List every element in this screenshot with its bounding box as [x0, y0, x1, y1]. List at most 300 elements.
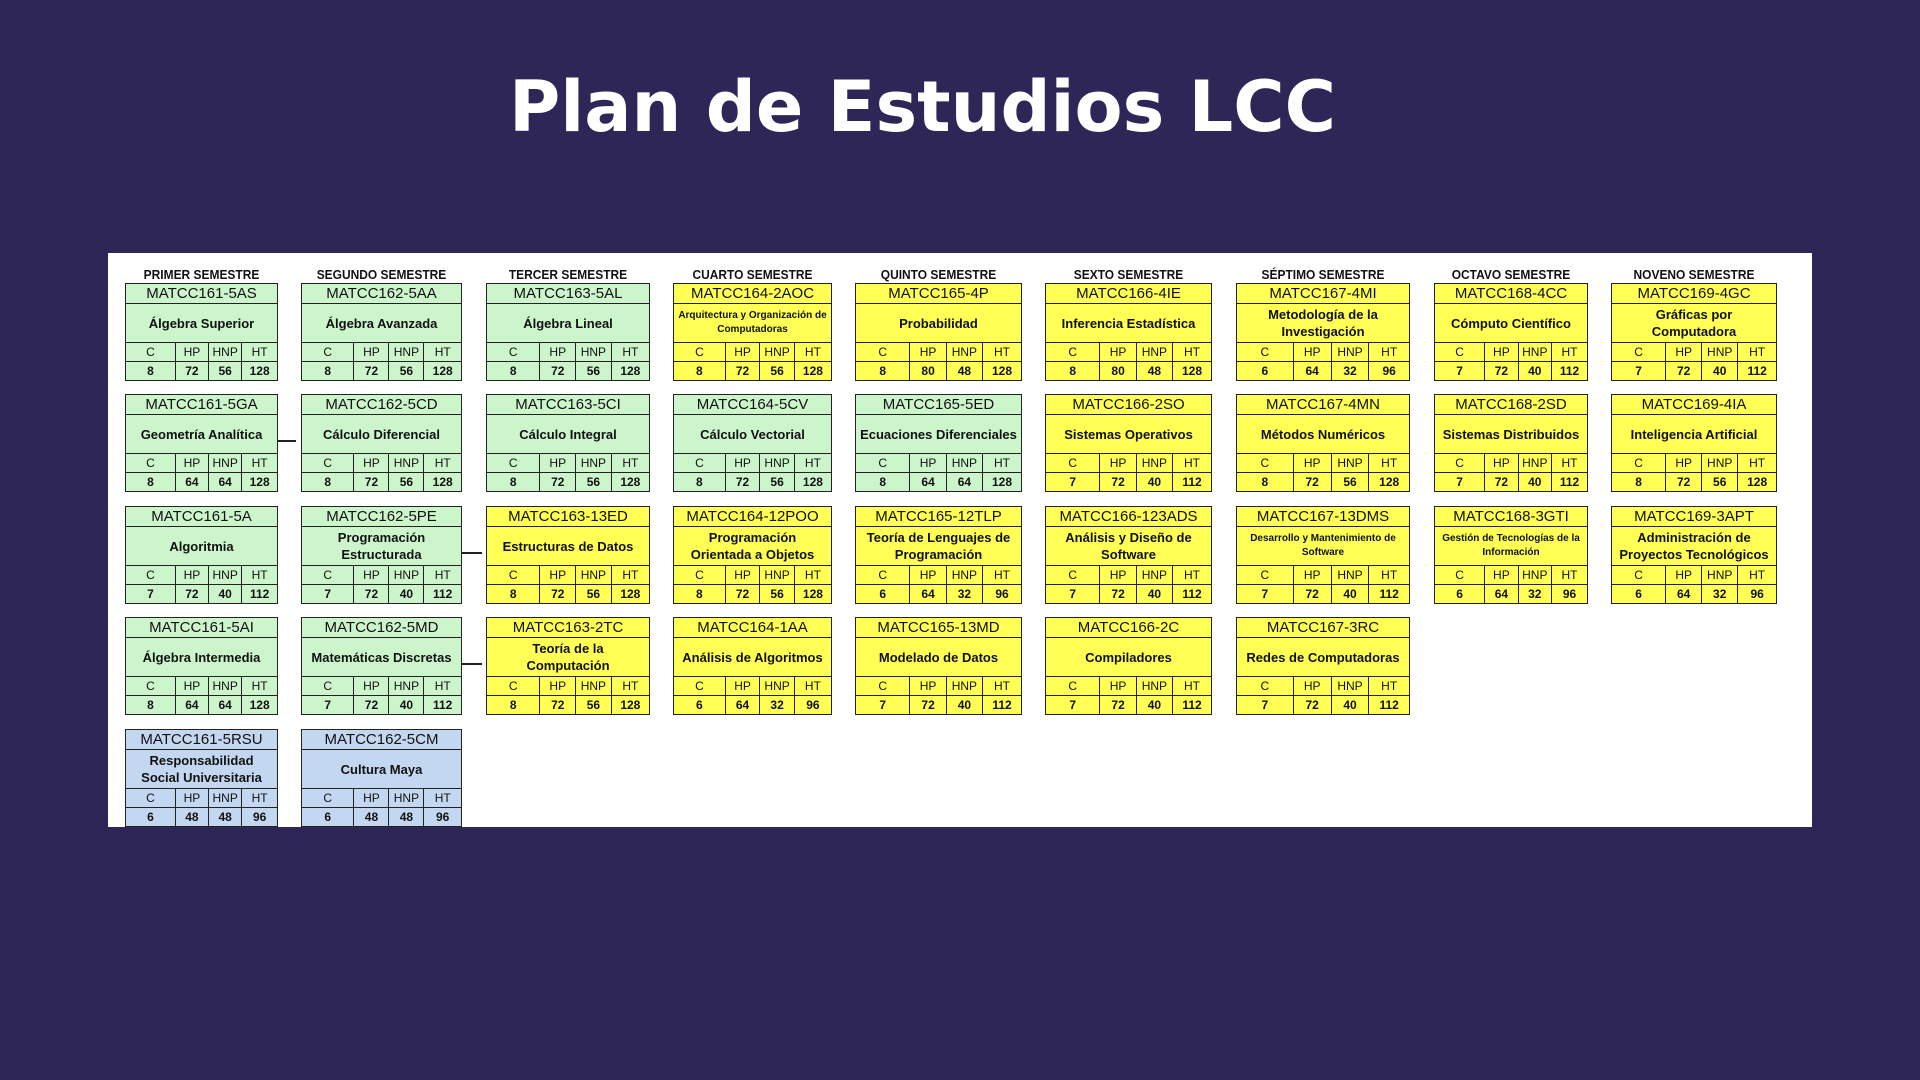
course-name: Teoría de Lenguajes de Programación [856, 527, 1021, 566]
hours-value: 112 [992, 698, 1012, 712]
course-code: MATCC165-13MD [856, 618, 1021, 638]
hours-header-row [487, 454, 649, 472]
hours-value: 128 [249, 475, 270, 489]
hours-values-row [302, 695, 461, 714]
hours-value: 64 [176, 696, 209, 714]
hours-column-label: C [856, 454, 910, 472]
hours-value: 72 [354, 473, 389, 491]
course-card [1045, 506, 1212, 604]
hours-header-row [1237, 677, 1409, 695]
hours-column-label: HNP [947, 677, 983, 695]
hours-column-label: C [674, 566, 726, 584]
hours-value: 40 [1137, 696, 1173, 714]
hours-column-label: HP [726, 566, 761, 584]
course-card [301, 283, 462, 381]
hours-values-row [487, 584, 649, 603]
hours-value: 72 [540, 696, 576, 714]
hours-value: 56 [576, 585, 612, 603]
hours-value: 56 [209, 362, 242, 380]
hours-value: 6 [856, 585, 910, 603]
hours-column-label: HP [354, 343, 389, 361]
hours-value: 64 [910, 585, 946, 603]
hours-value: 64 [1485, 585, 1518, 603]
course-code: MATCC169-4IA [1612, 395, 1776, 415]
hours-column-label: C [674, 677, 726, 695]
hours-values-row [1435, 584, 1587, 603]
hours-column-label: HT [1184, 679, 1200, 693]
hours-value: 96 [1562, 587, 1577, 601]
hours-column-label: C [1046, 677, 1100, 695]
hours-values-row [1612, 584, 1776, 603]
course-name: Compiladores [1046, 638, 1211, 677]
hours-value: 112 [1182, 475, 1202, 489]
course-card [125, 617, 278, 715]
hours-column-label: HP [1100, 677, 1136, 695]
hours-value: 128 [1379, 475, 1400, 489]
hours-value: 56 [1702, 473, 1738, 491]
hours-value: 56 [1332, 473, 1370, 491]
course-name: Metodología de la Investigación [1237, 304, 1409, 343]
hours-value: 7 [302, 585, 354, 603]
course-name: Algoritmia [126, 527, 277, 566]
hours-value: 128 [1181, 364, 1203, 378]
hours-column-label: HP [1485, 454, 1518, 472]
hours-value: 72 [726, 362, 761, 380]
hours-column-label: HT [994, 679, 1010, 693]
hours-value: 8 [674, 362, 726, 380]
hours-column-label: HP [540, 454, 576, 472]
hours-value: 7 [1435, 362, 1485, 380]
hours-header-row [1612, 566, 1776, 584]
hours-header-row [1046, 566, 1211, 584]
hours-values-row [674, 472, 831, 491]
hours-value: 7 [1046, 585, 1100, 603]
hours-header-row [1046, 454, 1211, 472]
hours-header-row [487, 566, 649, 584]
course-card [855, 617, 1022, 715]
course-name: Álgebra Lineal [487, 304, 649, 343]
course-name: Análisis de Algoritmos [674, 638, 831, 677]
course-name: Álgebra Superior [126, 304, 277, 343]
hours-value: 128 [249, 698, 270, 712]
hours-values-row [1046, 695, 1211, 714]
hours-value: 112 [249, 587, 270, 601]
hours-column-label: HNP [209, 789, 242, 807]
hours-value: 8 [487, 473, 540, 491]
hours-column-label: HP [176, 343, 209, 361]
hours-column-label: HT [434, 568, 451, 582]
hours-header-row [1435, 343, 1587, 361]
course-code: MATCC168-3GTI [1435, 507, 1587, 527]
hours-column-label: HP [1100, 343, 1136, 361]
hours-column-label: HNP [1702, 343, 1738, 361]
hours-column-label: HT [1749, 456, 1766, 470]
semester-header: SEXTO SEMESTRE [1073, 267, 1184, 282]
hours-column-label: HNP [1702, 566, 1738, 584]
hours-value: 48 [176, 808, 209, 826]
hours-header-row [1237, 343, 1409, 361]
hours-value: 6 [674, 696, 726, 714]
hours-value: 128 [802, 364, 823, 378]
hours-values-row [1046, 584, 1211, 603]
hours-column-label: HT [251, 679, 268, 693]
hours-value: 128 [802, 587, 823, 601]
hours-value: 8 [856, 362, 910, 380]
hours-value: 56 [576, 362, 612, 380]
hours-column-label: HNP [760, 566, 795, 584]
hours-value: 56 [760, 362, 795, 380]
hours-column-label: C [1237, 454, 1294, 472]
hours-column-label: HT [251, 568, 268, 582]
hours-header-row [302, 454, 461, 472]
hours-value: 72 [726, 473, 761, 491]
hours-column-label: HT [1184, 456, 1200, 470]
hours-column-label: C [1237, 677, 1294, 695]
hours-value: 48 [389, 808, 424, 826]
course-code: MATCC166-2SO [1046, 395, 1211, 415]
hours-value: 8 [487, 362, 540, 380]
hours-column-label: HT [1381, 456, 1398, 470]
course-card [1434, 283, 1588, 381]
hours-value: 112 [433, 698, 453, 712]
course-name: Cómputo Científico [1435, 304, 1587, 343]
course-name: Estructuras de Datos [487, 527, 649, 566]
hours-header-row [126, 789, 277, 807]
hours-value: 112 [433, 587, 453, 601]
course-name: Inteligencia Artificial [1612, 415, 1776, 454]
hours-column-label: C [302, 454, 354, 472]
course-code: MATCC163-5CI [487, 395, 649, 415]
hours-value: 48 [354, 808, 389, 826]
hours-column-label: C [674, 343, 726, 361]
course-name: Arquitectura y Organización de Computadoras [674, 304, 831, 343]
hours-value: 128 [620, 698, 641, 712]
hours-column-label: HNP [947, 566, 983, 584]
hours-column-label: HP [726, 343, 761, 361]
course-code: MATCC164-12POO [674, 507, 831, 527]
hours-column-label: HNP [1519, 566, 1552, 584]
course-card [1434, 394, 1588, 492]
hours-value: 112 [1379, 587, 1399, 601]
hours-column-label: HT [1381, 679, 1398, 693]
hours-column-label: HT [804, 568, 821, 582]
course-code: MATCC163-13ED [487, 507, 649, 527]
hours-value: 128 [802, 475, 823, 489]
hours-column-label: HP [726, 454, 761, 472]
hours-value: 72 [540, 473, 576, 491]
hours-header-row [302, 566, 461, 584]
hours-values-row [126, 584, 277, 603]
course-code: MATCC162-5CD [302, 395, 461, 415]
course-code: MATCC162-5CM [302, 730, 461, 750]
hours-value: 8 [674, 473, 726, 491]
hours-value: 72 [354, 585, 389, 603]
hours-value: 72 [176, 585, 209, 603]
hours-column-label: HT [1381, 345, 1398, 359]
hours-column-label: C [1612, 343, 1666, 361]
course-name: Sistemas Distribuidos [1435, 415, 1587, 454]
course-code: MATCC166-2C [1046, 618, 1211, 638]
hours-header-row [1435, 454, 1587, 472]
hours-value: 40 [1137, 473, 1173, 491]
hours-value: 6 [126, 808, 176, 826]
course-name: Sistemas Operativos [1046, 415, 1211, 454]
course-code: MATCC162-5AA [302, 284, 461, 304]
curriculum-sheet [108, 253, 1812, 827]
course-name: Gestión de Tecnologías de la Información [1435, 527, 1587, 566]
hours-column-label: C [126, 454, 176, 472]
hours-header-row [126, 566, 277, 584]
hours-column-label: C [302, 566, 354, 584]
hours-header-row [487, 677, 649, 695]
hours-column-label: HNP [389, 566, 424, 584]
hours-value: 72 [1100, 473, 1136, 491]
course-card [1611, 394, 1777, 492]
hours-values-row [126, 472, 277, 491]
prerequisite-connector [462, 663, 482, 665]
hours-value: 7 [302, 696, 354, 714]
hours-header-row [674, 454, 831, 472]
hours-header-row [1237, 566, 1409, 584]
course-name: Cálculo Diferencial [302, 415, 461, 454]
course-name: Cultura Maya [302, 750, 461, 789]
hours-value: 48 [1137, 362, 1173, 380]
hours-values-row [487, 472, 649, 491]
hours-header-row [126, 454, 277, 472]
hours-value: 128 [432, 364, 453, 378]
course-code: MATCC163-5AL [487, 284, 649, 304]
course-name: Probabilidad [856, 304, 1021, 343]
hours-column-label: HT [251, 791, 268, 805]
hours-column-label: HNP [209, 677, 242, 695]
semester-header: OCTAVO SEMESTRE [1451, 267, 1571, 282]
hours-value: 32 [1702, 585, 1738, 603]
hours-value: 96 [436, 810, 450, 824]
hours-column-label: HT [1561, 456, 1578, 470]
hours-value: 40 [1519, 362, 1552, 380]
hours-column-label: C [856, 566, 910, 584]
hours-column-label: C [1435, 566, 1485, 584]
hours-column-label: HT [804, 456, 821, 470]
hours-values-row [126, 695, 277, 714]
course-name: Teoría de la Computación [487, 638, 649, 677]
hours-column-label: HNP [760, 343, 795, 361]
hours-value: 112 [1379, 698, 1399, 712]
hours-column-label: HNP [389, 677, 424, 695]
course-card [1045, 394, 1212, 492]
hours-column-label: HP [1100, 566, 1136, 584]
hours-header-row [1237, 454, 1409, 472]
course-card [1434, 506, 1588, 604]
hours-column-label: HP [1294, 343, 1332, 361]
hours-column-label: HNP [1332, 343, 1370, 361]
hours-values-row [1237, 695, 1409, 714]
hours-value: 48 [209, 808, 242, 826]
hours-value: 112 [1559, 364, 1580, 378]
course-code: MATCC166-123ADS [1046, 507, 1211, 527]
hours-values-row [856, 695, 1021, 714]
hours-value: 7 [1237, 585, 1294, 603]
hours-column-label: HP [540, 677, 576, 695]
hours-value: 72 [540, 362, 576, 380]
hours-header-row [674, 677, 831, 695]
hours-column-label: C [302, 343, 354, 361]
hours-column-label: HP [1666, 454, 1702, 472]
hours-values-row [126, 807, 277, 826]
semester-header: NOVENO SEMESTRE [1633, 267, 1755, 282]
hours-values-row [1435, 472, 1587, 491]
hours-header-row [487, 343, 649, 361]
hours-values-row [1046, 361, 1211, 380]
hours-column-label: HP [1666, 566, 1702, 584]
hours-value: 72 [1294, 473, 1332, 491]
hours-column-label: HT [622, 456, 639, 470]
hours-value: 40 [389, 696, 424, 714]
hours-value: 64 [910, 473, 946, 491]
hours-column-label: HT [622, 679, 639, 693]
hours-value: 8 [674, 585, 726, 603]
course-name: Programación Orientada a Objetos [674, 527, 831, 566]
hours-value: 6 [1237, 362, 1294, 380]
course-name: Métodos Numéricos [1237, 415, 1409, 454]
hours-column-label: HT [251, 345, 268, 359]
hours-value: 6 [1612, 585, 1666, 603]
hours-column-label: HNP [209, 566, 242, 584]
hours-value: 40 [1137, 585, 1173, 603]
hours-value: 8 [126, 362, 176, 380]
hours-column-label: HP [726, 677, 761, 695]
hours-values-row [1237, 472, 1409, 491]
course-card [673, 506, 832, 604]
course-card [1611, 283, 1777, 381]
hours-value: 8 [126, 473, 176, 491]
course-card [486, 506, 650, 604]
hours-value: 7 [126, 585, 176, 603]
hours-value: 56 [760, 473, 795, 491]
course-name: Gráficas por Computadora [1612, 304, 1776, 343]
hours-value: 8 [856, 473, 910, 491]
hours-value: 6 [302, 808, 354, 826]
course-code: MATCC167-4MI [1237, 284, 1409, 304]
hours-value: 72 [1485, 362, 1518, 380]
hours-value: 72 [1100, 696, 1136, 714]
course-card [673, 617, 832, 715]
hours-values-row [856, 472, 1021, 491]
course-card [125, 283, 278, 381]
hours-value: 40 [209, 585, 242, 603]
hours-column-label: HT [434, 456, 451, 470]
hours-value: 56 [389, 473, 424, 491]
hours-column-label: HP [540, 566, 576, 584]
hours-header-row [1612, 454, 1776, 472]
course-code: MATCC161-5RSU [126, 730, 277, 750]
page-title: Plan de Estudios LCC [508, 66, 1337, 148]
hours-value: 72 [1666, 473, 1702, 491]
course-code: MATCC167-3RC [1237, 618, 1409, 638]
hours-value: 8 [1612, 473, 1666, 491]
hours-value: 7 [856, 696, 910, 714]
hours-value: 80 [910, 362, 946, 380]
hours-value: 8 [302, 473, 354, 491]
hours-value: 7 [1237, 696, 1294, 714]
hours-column-label: C [302, 789, 354, 807]
course-card [486, 617, 650, 715]
hours-value: 64 [1294, 362, 1332, 380]
hours-column-label: HP [176, 454, 209, 472]
hours-column-label: C [1435, 454, 1485, 472]
course-card [855, 506, 1022, 604]
hours-value: 32 [760, 696, 795, 714]
hours-column-label: HT [1561, 568, 1578, 582]
hours-value: 64 [176, 473, 209, 491]
hours-column-label: HNP [209, 343, 242, 361]
semester-header: QUINTO SEMESTRE [880, 267, 997, 282]
hours-column-label: HNP [389, 343, 424, 361]
hours-column-label: HNP [947, 454, 983, 472]
hours-column-label: HT [434, 791, 451, 805]
hours-header-row [302, 789, 461, 807]
semester-header: SEGUNDO SEMESTRE [316, 267, 447, 282]
hours-column-label: HT [1381, 568, 1398, 582]
semester-header: SÉPTIMO SEMESTRE [1261, 267, 1385, 282]
hours-value: 72 [176, 362, 209, 380]
course-code: MATCC165-12TLP [856, 507, 1021, 527]
course-card [1236, 617, 1410, 715]
hours-column-label: HNP [947, 343, 983, 361]
hours-column-label: HP [354, 454, 389, 472]
hours-values-row [674, 695, 831, 714]
hours-column-label: HNP [1137, 566, 1173, 584]
course-card [673, 283, 832, 381]
hours-value: 56 [389, 362, 424, 380]
hours-value: 80 [1100, 362, 1136, 380]
hours-value: 112 [1747, 364, 1767, 378]
hours-values-row [302, 361, 461, 380]
hours-column-label: HNP [209, 454, 242, 472]
course-code: MATCC168-2SD [1435, 395, 1587, 415]
hours-column-label: C [302, 677, 354, 695]
hours-column-label: HP [1100, 454, 1136, 472]
hours-value: 32 [947, 585, 983, 603]
course-card [1236, 506, 1410, 604]
hours-column-label: HNP [1332, 566, 1370, 584]
hours-value: 40 [1519, 473, 1552, 491]
hours-column-label: C [126, 566, 176, 584]
hours-value: 72 [726, 585, 761, 603]
hours-value: 8 [1046, 362, 1100, 380]
hours-value: 64 [947, 473, 983, 491]
course-code: MATCC161-5A [126, 507, 277, 527]
hours-column-label: HNP [576, 454, 612, 472]
hours-value: 64 [1666, 585, 1702, 603]
hours-values-row [487, 695, 649, 714]
hours-values-row [302, 472, 461, 491]
hours-column-label: HNP [1137, 677, 1173, 695]
hours-value: 72 [1666, 362, 1702, 380]
hours-header-row [1435, 566, 1587, 584]
hours-value: 48 [947, 362, 983, 380]
hours-column-label: HNP [389, 789, 424, 807]
hours-column-label: C [126, 789, 176, 807]
hours-column-label: HP [1485, 343, 1518, 361]
hours-column-label: HNP [1332, 677, 1370, 695]
course-code: MATCC169-3APT [1612, 507, 1776, 527]
hours-column-label: HP [176, 789, 209, 807]
hours-column-label: C [1237, 343, 1294, 361]
hours-header-row [674, 566, 831, 584]
hours-column-label: C [674, 454, 726, 472]
hours-value: 40 [1332, 696, 1370, 714]
